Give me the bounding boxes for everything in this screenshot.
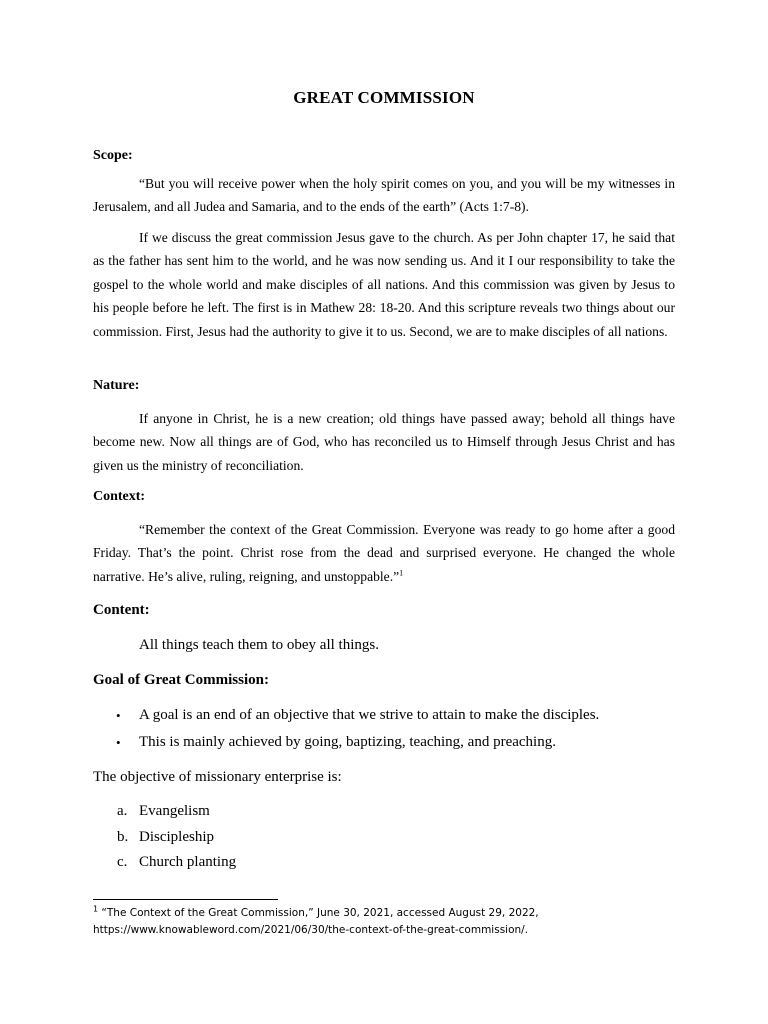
scope-paragraph: If we discuss the great commission Jesus gave to the church. As per John chapter 17, he said that as the father has sent him to the world, and he was now sending us. And it I our responsibility to take the gospel to the whole world and make disciples of all nations. And this commission was given by Jesus to his people before he left. The first is in Mathew 28: 18-20. And this scripture reveals two things about our commission. First, Jesus had the authority to give it to us. Second, we are to make disciples of all nations. — [93, 230, 675, 339]
objective-intro: The objective of missionary enterprise is: — [93, 769, 342, 785]
list-item: Evangelism — [139, 803, 210, 819]
list-item: A goal is an end of an objective that we strive to attain to make the disciples. — [139, 707, 600, 723]
bullet-icon: • — [116, 708, 121, 723]
context-text: “Remember the context of the Great Commission. Everyone was ready to go home after a good Friday. That’s the point. Christ rose from the dead and surprised everyone. He changed the whole narrative. He’s alive, ruling, reigning, and unstoppable.” — [93, 522, 675, 584]
list-marker: c. — [117, 854, 128, 870]
footnote-number: 1 — [93, 904, 99, 914]
goal-heading: Goal of Great Commission: — [93, 672, 269, 688]
bullet-icon: • — [116, 735, 121, 750]
list-item: This is mainly achieved by going, baptizing, teaching, and preaching. — [139, 734, 556, 750]
list-item: Church planting — [139, 854, 237, 870]
scope-heading: Scope: — [93, 148, 133, 163]
list-item: Discipleship — [139, 829, 214, 845]
footnote-reference: 1 — [399, 568, 404, 578]
content-line: All things teach them to obey all things. — [139, 637, 379, 653]
footnote — [93, 905, 693, 939]
list-marker: b. — [117, 829, 129, 845]
content-heading: Content: — [93, 602, 150, 618]
nature-paragraph: If anyone in Christ, he is a new creation; old things have passed away; behold all things have become new. Now all things are of God, who has reconciled us to Himself through Jesus Christ and has given us the ministry of reconciliation. — [93, 411, 675, 473]
footnote-divider — [93, 899, 278, 900]
scope-quote: “But you will receive power when the holy spirit comes on you, and you will be my witnesses in Jerusalem, and all Judea and Samaria, and to the ends of the earth” (Acts 1:7-8). — [93, 176, 675, 215]
list-marker: a. — [117, 803, 128, 819]
context-paragraph — [93, 518, 675, 588]
footnote-text: “The Context of the Great Commission,” June 30, 2021, accessed August 29, 2022, https://www.knowableword.com/2021/06/30/the-context-of-the-great-commission/. — [93, 907, 539, 936]
context-heading: Context: — [93, 489, 146, 504]
nature-heading: Nature: — [93, 378, 140, 393]
page-title: GREAT COMMISSION — [293, 88, 475, 107]
